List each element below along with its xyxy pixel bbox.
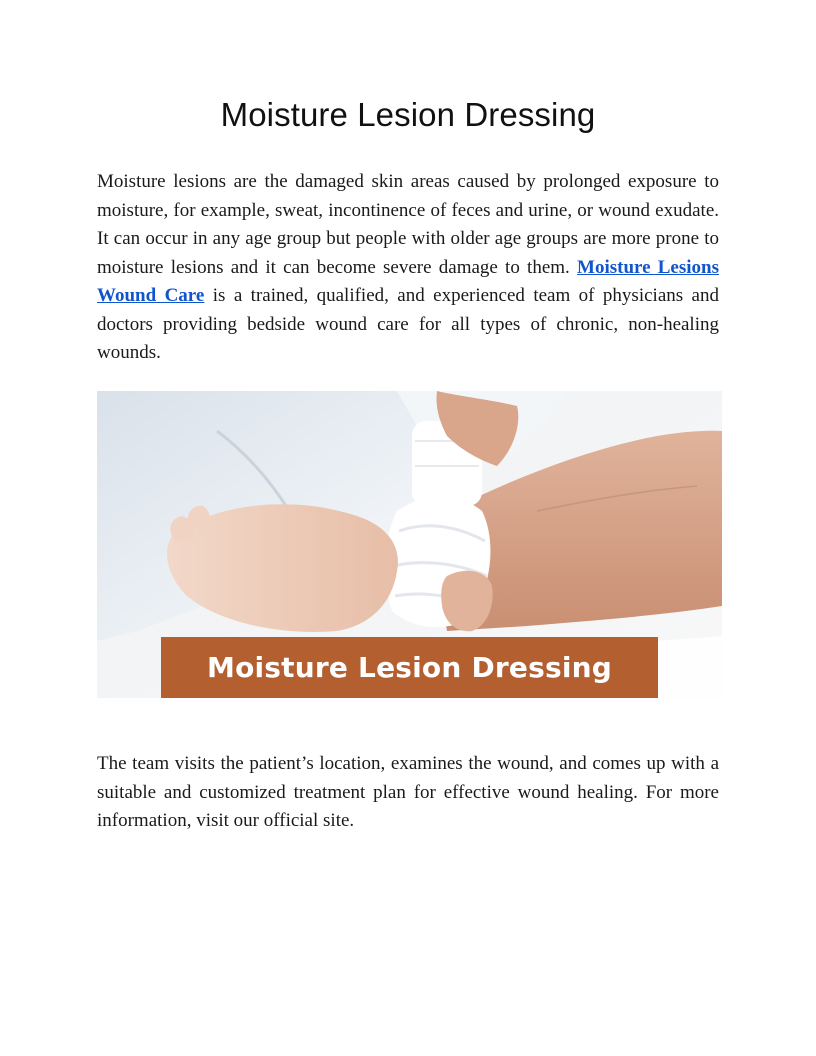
- wound-care-link[interactable]: Moisture Lesions Wound Care: [97, 256, 719, 306]
- intro-text-start: Moisture lesions are the damaged skin areas caused by prolonged exposure to moisture, for example, sweat, incontinence of feces and urine, or wound exudate. It can occur in any age group but people with older age groups are more prone to moisture lesions and it can become severe damage to them.: [97, 171, 719, 278]
- image-banner: Moisture Lesion Dressing: [161, 637, 658, 698]
- closing-paragraph: The team visits the patient’s location, examines the wound, and comes up with a suitable and customized treatment plan for effective wound healing. For more information, visit our official site.: [97, 753, 719, 831]
- page-title: Moisture Lesion Dressing: [220, 96, 596, 133]
- hero-image: [97, 391, 722, 698]
- intro-paragraph: [97, 168, 719, 368]
- intro-text-end: is a trained, qualified, and experienced team of physicians and doctors providing bedside wound care for all types of chronic, non-healing wounds.: [97, 285, 719, 363]
